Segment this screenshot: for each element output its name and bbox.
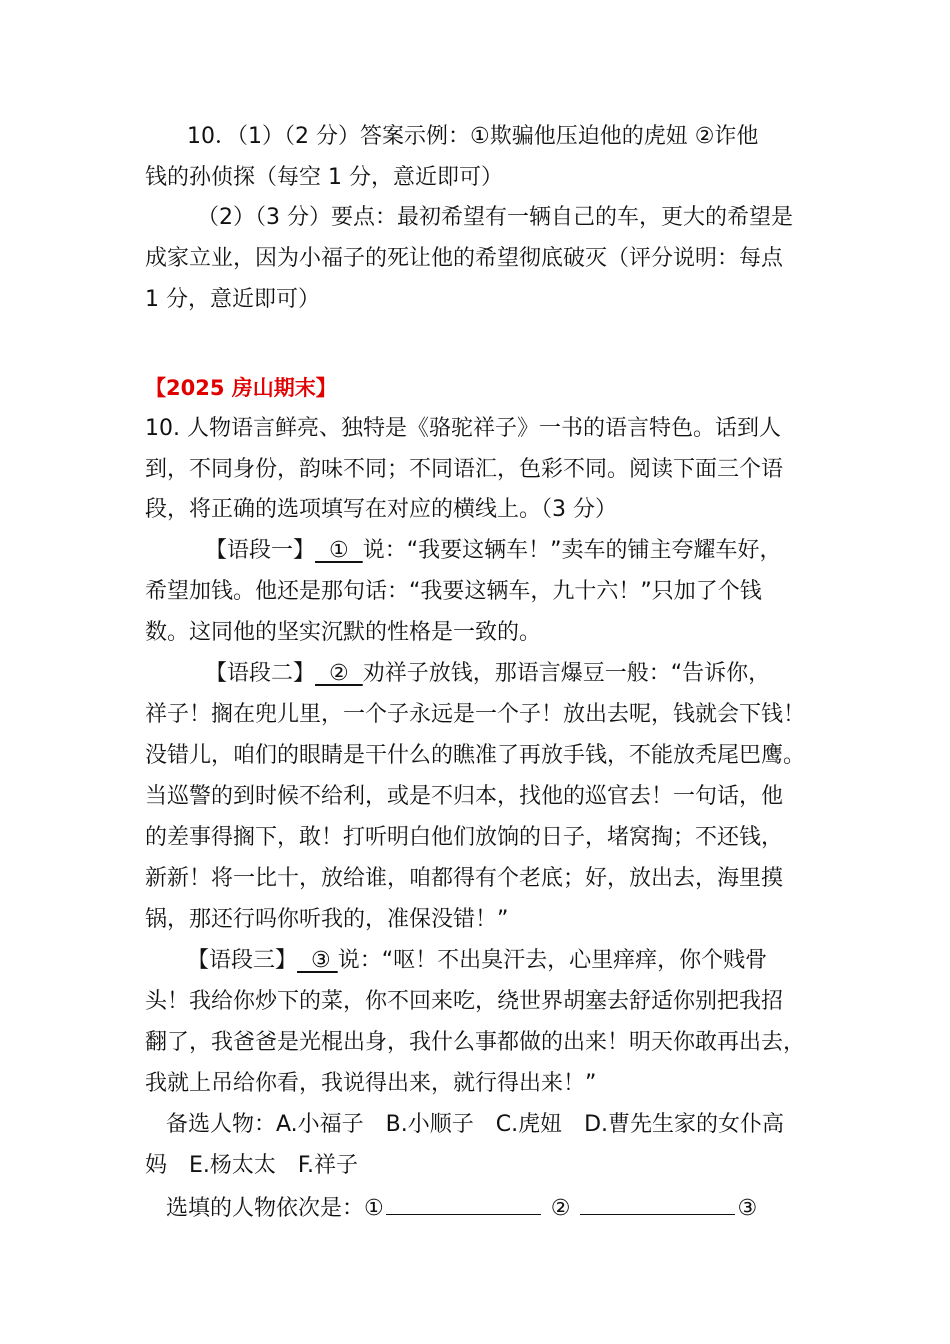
segment-2-line-1 bbox=[205, 659, 770, 689]
segment-2-line-5: 的差事得搁下，敢！打听明白他们放饷的日子，堵窝掏；不还钱， bbox=[145, 825, 784, 850]
segment-1-line-2: 希望加钱。他还是那句话：“我要这辆车，九十六！”只加了个钱 bbox=[145, 579, 762, 604]
options-line-2: 妈 E.杨太太 F.祥子 bbox=[145, 1153, 359, 1178]
answer-blank-1[interactable] bbox=[386, 1192, 541, 1215]
segment-2-line-3: 没错儿，咱们的眼睛是干什么的瞧准了再放手钱，不能放秃尾巴鹰。 bbox=[145, 743, 806, 768]
question-line-3: 段，将正确的选项填写在对应的横线上。（3 分） bbox=[145, 497, 617, 522]
segment-1-line-1 bbox=[205, 536, 782, 566]
segment-3-line-4: 我就上吊给你看，我说得出来，就行得出来！” bbox=[145, 1071, 597, 1096]
segment-2-line-4: 当巡警的到时候不给利，或是不归本，找他的巡官去！一句话，他 bbox=[145, 784, 784, 809]
fill-mark-2: ② bbox=[550, 1196, 571, 1221]
segment-3-line-2: 头！我给你炒下的菜，你不回来吃，绕世界胡塞去舒适你别把我招 bbox=[145, 989, 784, 1014]
segment-2-line-6: 新新！将一比十，放给谁，咱都得有个老底；好，放出去，海里摸 bbox=[145, 866, 784, 891]
segment-3-line-1 bbox=[187, 946, 767, 976]
question-line-1: 10. 人物语言鲜亮、独特是《骆驼祥子》一书的语言特色。话到人 bbox=[145, 416, 781, 441]
section-title: 【2025 房山期末】 bbox=[145, 376, 337, 400]
answer-line-2: 钱的孙侦探（每空 1 分，意近即可） bbox=[145, 165, 503, 190]
segment-1-line-3: 数。这同他的坚实沉默的性格是一致的。 bbox=[145, 620, 542, 645]
segment-1-tag: 【语段一】 bbox=[205, 538, 316, 563]
segment-2-text: 劝祥子放钱，那语言爆豆一般：“告诉你， bbox=[362, 661, 771, 686]
options-line-1: 备选人物：A.小福子 B.小顺子 C.虎妞 D.曹先生家的女仆高 bbox=[166, 1112, 785, 1137]
fill-line bbox=[166, 1192, 757, 1224]
answer-line-3: （2）（3 分）要点：最初希望有一辆自己的车，更大的希望是 bbox=[197, 205, 793, 230]
answer-blank-2[interactable] bbox=[580, 1192, 735, 1215]
segment-3-text: 说：“呕！不出臭汗去，心里痒痒，你个贱骨 bbox=[337, 948, 768, 973]
segment-3-blank: ③ bbox=[297, 948, 338, 973]
segment-1-text: 说：“我要这辆车！”卖车的铺主夸耀车好， bbox=[362, 538, 782, 563]
answer-line-1: 10．（1）（2 分）答案示例：①欺骗他压迫他的虎妞 ②诈他 bbox=[187, 124, 759, 149]
segment-2-tag: 【语段二】 bbox=[205, 661, 316, 686]
fill-label: 选填的人物依次是：① bbox=[166, 1196, 384, 1221]
answer-line-4: 成家立业，因为小福子的死让他的希望彻底破灭（评分说明：每点 bbox=[145, 246, 784, 271]
segment-2-blank: ② bbox=[315, 661, 363, 686]
segment-3-tag: 【语段三】 bbox=[187, 948, 298, 973]
segment-1-blank: ① bbox=[315, 538, 363, 563]
answer-line-5: 1 分，意近即可） bbox=[145, 287, 320, 312]
segment-2-line-7: 锅，那还行吗你听我的，准保没错！” bbox=[145, 907, 509, 932]
fill-mark-3: ③ bbox=[737, 1196, 758, 1221]
segment-3-line-3: 翻了，我爸爸是光棍出身，我什么事都做的出来！明天你敢再出去， bbox=[145, 1030, 806, 1055]
segment-2-line-2: 祥子！搁在兜儿里，一个子永远是一个子！放出去呢，钱就会下钱！ bbox=[145, 702, 806, 727]
question-line-2: 到，不同身份，韵味不同；不同语汇，色彩不同。阅读下面三个语 bbox=[145, 457, 784, 482]
